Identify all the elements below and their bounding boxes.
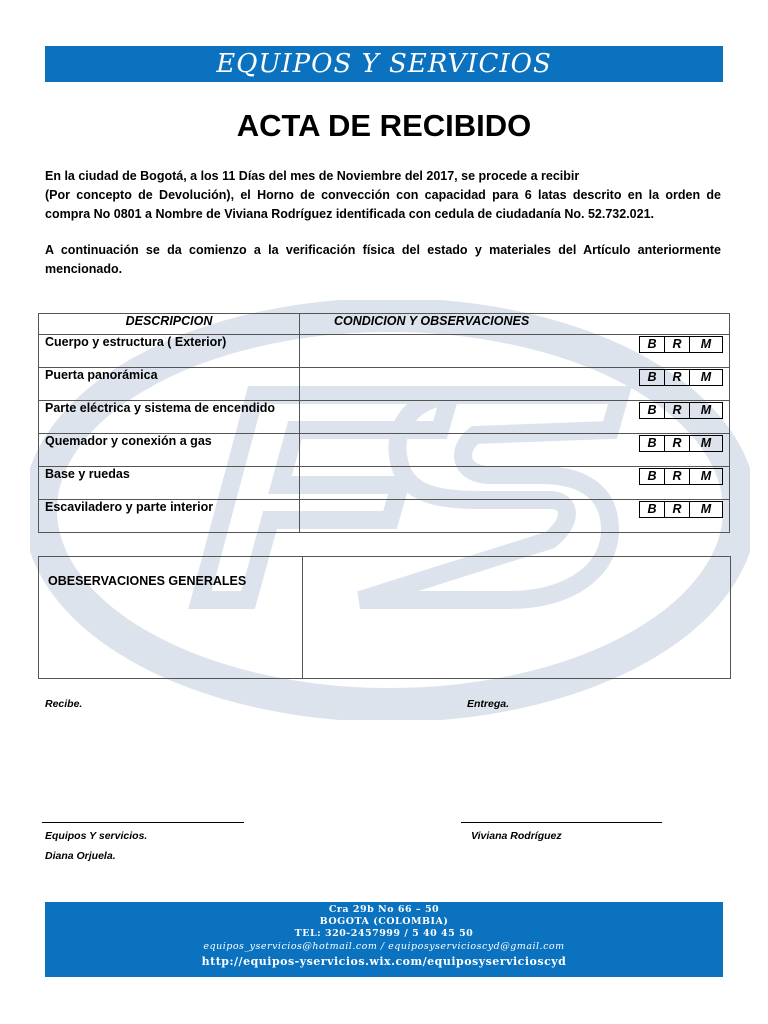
general-observations-field[interactable] <box>303 557 730 678</box>
footer-address: Cra 29b No 66 – 50 <box>328 904 440 915</box>
footer-email-1[interactable]: equipos_yservicios@hotmail.com <box>203 941 378 952</box>
intro-line-3: compra No 0801 a Nombre de Viviana Rodríguez identificada con cedula de ciudadanía No. 52.732.021. <box>45 207 655 221</box>
table-row <box>39 401 730 434</box>
verification-paragraph <box>45 241 721 279</box>
row-condition[interactable] <box>300 467 730 500</box>
rating-m[interactable]: M <box>700 403 712 417</box>
table-row <box>39 368 730 401</box>
rating-boxes <box>639 435 723 452</box>
row-description: Parte eléctrica y sistema de encendido <box>39 401 300 434</box>
row-condition[interactable] <box>300 401 730 434</box>
rating-r[interactable]: R <box>665 337 690 352</box>
rating-b[interactable]: B <box>640 436 665 451</box>
row-condition[interactable] <box>300 500 730 533</box>
intro-paragraph <box>45 167 721 224</box>
row-description: Base y ruedas <box>39 467 300 500</box>
table-header-row <box>39 314 730 335</box>
rating-boxes <box>639 402 723 419</box>
footer-email-2[interactable]: equiposyservicioscyd@gmail.com <box>388 941 565 952</box>
rating-boxes <box>639 369 723 386</box>
inspection-table <box>38 313 730 533</box>
brand-name: EQUIPOS Y SERVICIOS <box>216 49 552 79</box>
rating-m[interactable]: M <box>700 337 712 351</box>
rating-b[interactable]: B <box>640 403 665 418</box>
verification-line-1: A continuación se da comienzo a la verificación física del estado y materiales del Artículo anteriormente <box>45 243 721 257</box>
header-banner <box>45 46 723 82</box>
row-condition[interactable] <box>300 434 730 467</box>
footer-email-separator: / <box>377 941 389 952</box>
rating-boxes <box>639 501 723 518</box>
intro-line-2: (Por concepto de Devolución), el Horno de convección con capacidad para 6 latas descrito en la orden de <box>45 188 721 202</box>
table-row <box>39 434 730 467</box>
row-description: Puerta panorámica <box>39 368 300 401</box>
rating-boxes <box>639 468 723 485</box>
table-row <box>39 500 730 533</box>
receiver-company: Equipos Y servicios. <box>45 830 148 842</box>
receiver-name: Diana Orjuela. <box>45 850 116 862</box>
rating-boxes <box>639 336 723 353</box>
footer-banner <box>45 902 723 977</box>
row-condition[interactable] <box>300 368 730 401</box>
table-row <box>39 335 730 368</box>
row-description: Cuerpo y estructura ( Exterior) <box>39 335 300 368</box>
rating-m[interactable]: M <box>700 502 712 516</box>
rating-b[interactable]: B <box>640 370 665 385</box>
rating-r[interactable]: R <box>665 436 690 451</box>
footer-emails <box>45 941 723 953</box>
footer-phone: TEL: 320-2457999 / 5 40 45 50 <box>294 928 474 939</box>
row-description: Escaviladero y parte interior <box>39 500 300 533</box>
intro-line-1: En la ciudad de Bogotá, a los 11 Días del mes de Noviembre del 2017, se procede a recibir <box>45 169 580 183</box>
rating-r[interactable]: R <box>665 403 690 418</box>
rating-r[interactable]: R <box>665 370 690 385</box>
rating-b[interactable]: B <box>640 337 665 352</box>
rating-r[interactable]: R <box>665 469 690 484</box>
footer-website[interactable]: http://equipos-yservicios.wix.com/equiposyservicioscyd <box>201 955 567 968</box>
footer-city: BOGOTA (COLOMBIA) <box>319 916 449 927</box>
receiver-signature-line[interactable] <box>42 822 244 823</box>
general-observations-label: OBESERVACIONES GENERALES <box>39 557 303 678</box>
rating-b[interactable]: B <box>640 469 665 484</box>
deliverer-name: Viviana Rodríguez <box>471 830 562 842</box>
deliver-label: Entrega. <box>467 698 510 710</box>
rating-b[interactable]: B <box>640 502 665 517</box>
row-description: Quemador y conexión a gas <box>39 434 300 467</box>
verification-line-2: mencionado. <box>45 262 123 276</box>
row-condition[interactable] <box>300 335 730 368</box>
rating-m[interactable]: M <box>700 469 712 483</box>
document-title: ACTA DE RECIBIDO <box>236 108 532 143</box>
receive-label: Recibe. <box>45 698 83 710</box>
header-condition: CONDICION Y OBSERVACIONES <box>300 314 730 335</box>
general-observations-box <box>38 556 731 679</box>
rating-r[interactable]: R <box>665 502 690 517</box>
rating-m[interactable]: M <box>700 370 712 384</box>
rating-m[interactable]: M <box>700 436 712 450</box>
table-row <box>39 467 730 500</box>
header-description: DESCRIPCION <box>39 314 300 335</box>
deliverer-signature-line[interactable] <box>461 822 662 823</box>
